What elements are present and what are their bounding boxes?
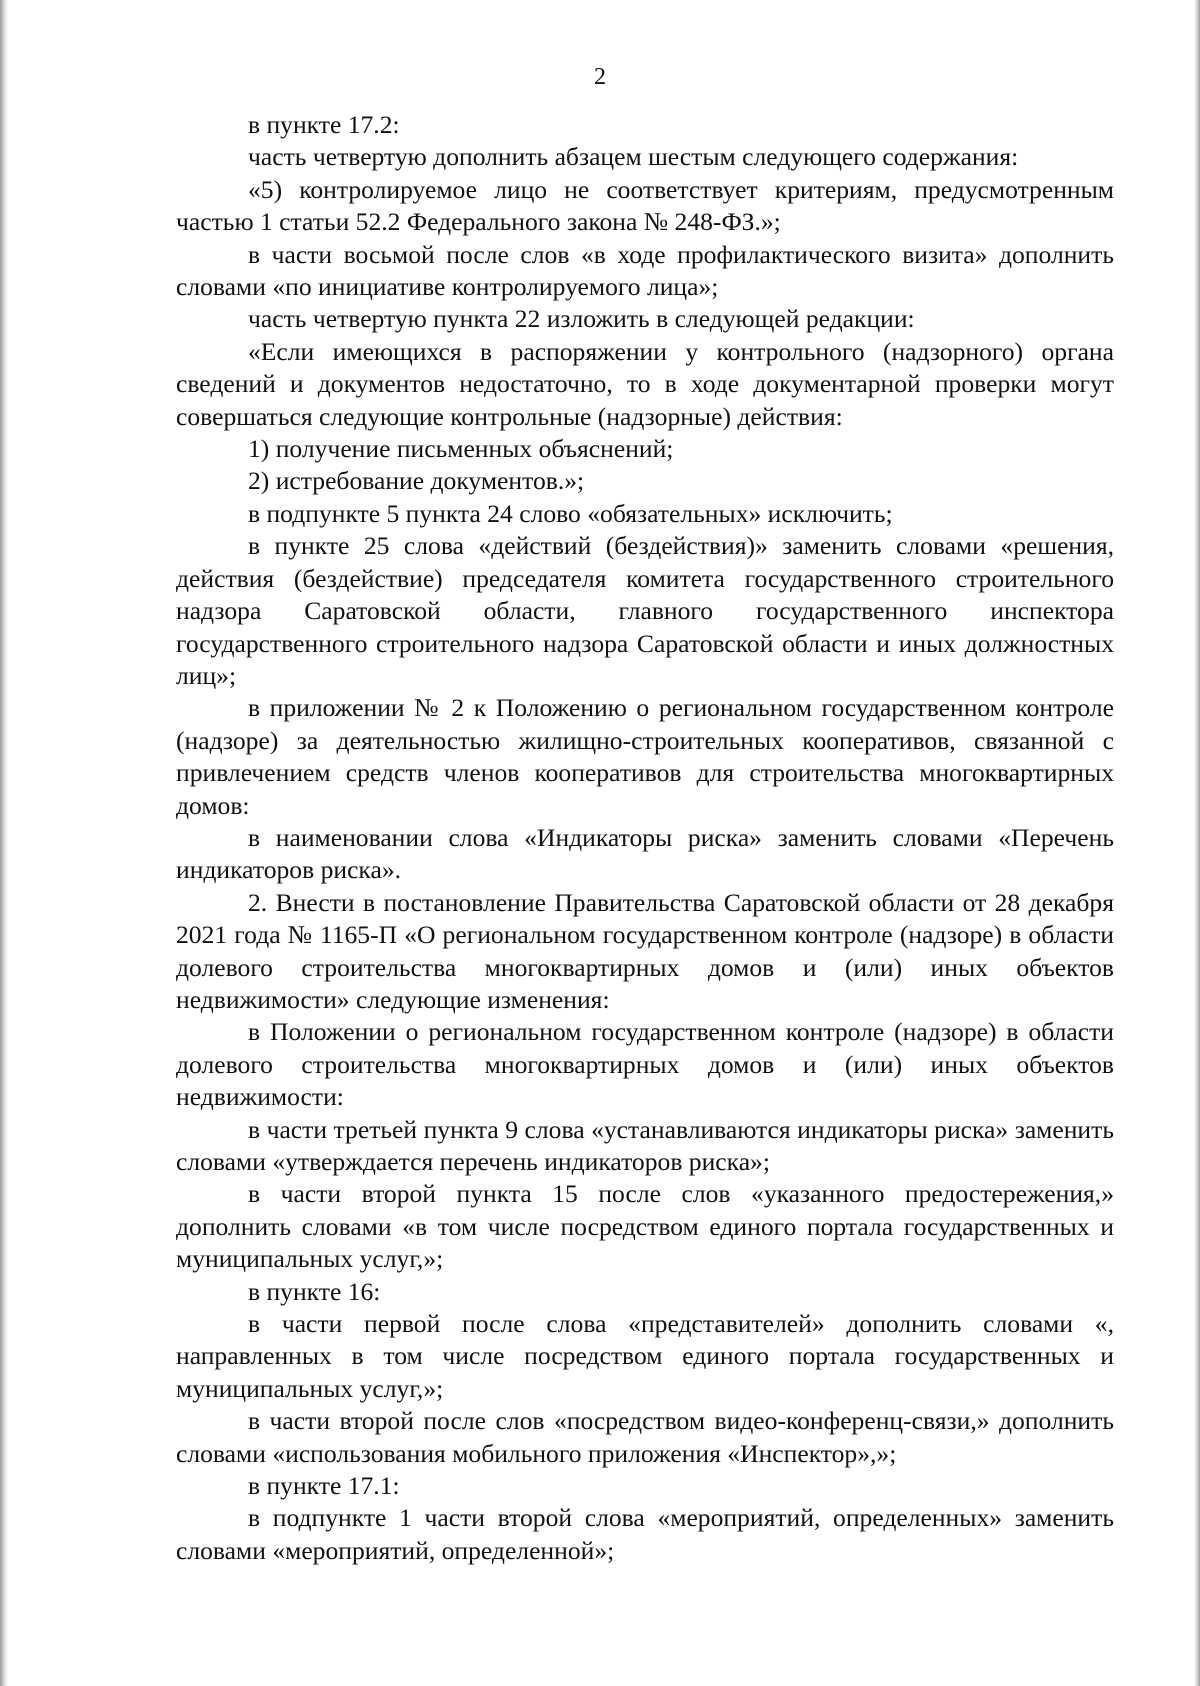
paragraph: 2) истребование документов.»; xyxy=(248,466,585,496)
document-body xyxy=(176,109,1114,1567)
paragraph: в наименовании слова «Индикаторы риска» заменить словами «Перечень индикаторов риска». xyxy=(176,822,1114,885)
paragraph: в пункте 25 слова «действий (бездействия)» заменить словами «решения, действия (бездействие) председателя комитета государственного строительного надзора Саратовской области, главного государственного инспектора государственного строительного надзора Саратовской области и иных должностных лиц»; xyxy=(176,531,1114,690)
scan-edge-left xyxy=(0,0,8,1686)
paragraph: часть четвертую дополнить абзацем шестым следующего содержания: xyxy=(248,142,1019,172)
paragraph: в части первой после слова «представителей» дополнить словами «, направленных в том числе посредством единого портала государственных и муниципальных услуг,»; xyxy=(176,1309,1114,1403)
paragraph: в части восьмой после слов «в ходе профилактического визита» дополнить словами «по инициативе контролируемого лица»; xyxy=(176,239,1114,302)
paragraph: в пункте 16: xyxy=(248,1276,381,1306)
paragraph: в пункте 17.1: xyxy=(248,1471,400,1501)
paragraph: в Положении о региональном государственном контроле (надзоре) в области долевого строительства многоквартирных домов и (или) иных объектов недвижимости: xyxy=(176,1017,1114,1112)
scan-edge-right xyxy=(1194,0,1200,1686)
paragraph: 1) получение письменных объяснений; xyxy=(248,434,674,464)
paragraph: в части третьей пункта 9 слова «устанавливаются индикаторы риска» заменить словами «утверждается перечень индикаторов риска»; xyxy=(176,1114,1114,1176)
paragraph: в приложении № 2 к Положению о региональном государственном контроле (надзоре) за деятельностью жилищно-строительных кооперативов, связанной с привлечением средств членов кооперативов для строительства многоквартирных домов: xyxy=(176,693,1114,820)
paragraph: в части второй после слов «посредством видео-конференц-связи,» дополнить словами «использования мобильного приложения «Инспектор»,»; xyxy=(176,1406,1114,1468)
paragraph: «5) контролируемое лицо не соответствует критериям, предусмотренным частью 1 статьи 52.2 Федерального закона № 248-ФЗ.»; xyxy=(176,174,1114,237)
paragraph: часть четвертую пункта 22 изложить в следующей редакции: xyxy=(248,304,915,334)
paragraph: в части второй пункта 15 после слов «указанного предостережения,» дополнить словами «в том числе посредством единого портала государственных и муниципальных услуг,»; xyxy=(176,1179,1114,1274)
paragraph: в подпункте 1 части второй слова «мероприятий, определенных» заменить словами «мероприятий, определенной»; xyxy=(176,1503,1114,1565)
paragraph: «Если имеющихся в распоряжении у контрольного (надзорного) органа сведений и документов недостаточно, то в ходе документарной проверки могут совершаться следующие контрольные (надзорные) действия: xyxy=(176,336,1114,431)
page-number: 2 xyxy=(594,64,606,90)
paragraph: в подпункте 5 пункта 24 слово «обязательных» исключить; xyxy=(248,498,893,528)
paragraph: в пункте 17.2: xyxy=(248,110,400,139)
paragraph: 2. Внести в постановление Правительства Саратовской области от 28 декабря 2021 года № 1165-П «О региональном государственном контроле (надзоре) в области долевого строительства многоквартирных домов и (или) иных объектов недвижимости» следующие изменения: xyxy=(176,887,1114,1014)
